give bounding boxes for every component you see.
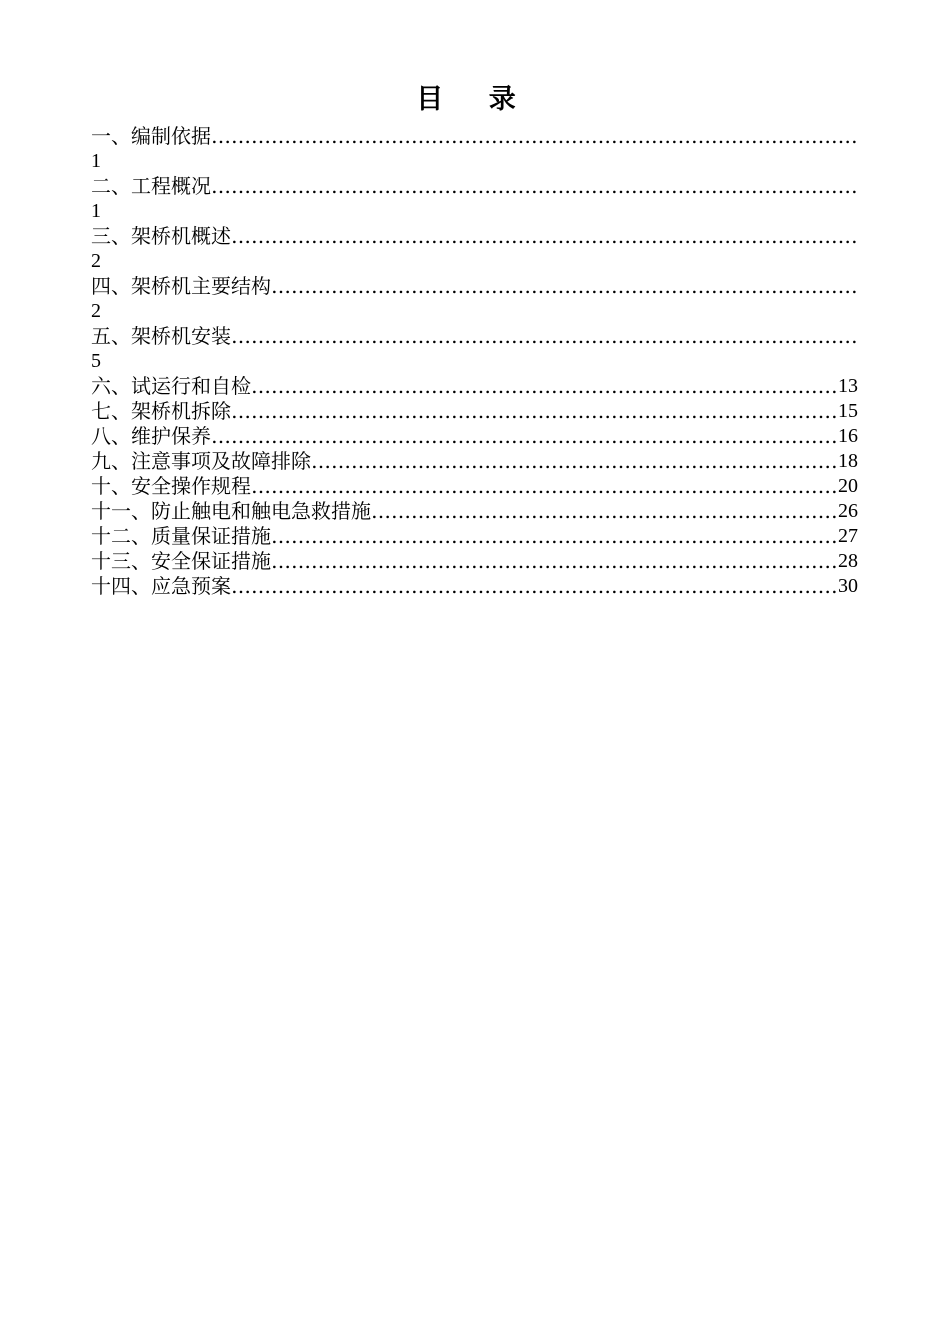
toc-entry-line xyxy=(91,324,858,349)
toc-entry[interactable] xyxy=(91,274,858,324)
toc-entry[interactable] xyxy=(91,474,858,499)
toc-entry-label: 六、试运行和自检 xyxy=(91,374,251,398)
toc-entry-line xyxy=(91,449,858,474)
toc-entry[interactable] xyxy=(91,399,858,424)
toc-entry[interactable] xyxy=(91,549,858,574)
toc-page-number: 20 xyxy=(838,475,858,497)
toc-page-line xyxy=(91,149,858,174)
toc-entry[interactable] xyxy=(91,574,858,599)
toc-entry-label: 十一、防止触电和触电急救措施 xyxy=(91,499,371,523)
toc-entry-line xyxy=(91,224,858,249)
toc-page-number: 13 xyxy=(838,375,858,397)
toc-dot-leader xyxy=(211,174,858,199)
toc-entry-line xyxy=(91,174,858,199)
toc-entry-label: 七、架桥机拆除 xyxy=(91,399,231,423)
toc-page-number: 2 xyxy=(91,300,101,322)
toc-entry[interactable] xyxy=(91,224,858,274)
toc-dot-leader xyxy=(271,549,838,574)
toc-page-line xyxy=(91,299,858,324)
toc-entry[interactable] xyxy=(91,524,858,549)
toc-entry-label: 九、注意事项及故障排除 xyxy=(91,449,311,473)
toc-dot-leader xyxy=(231,399,838,424)
table-of-contents xyxy=(91,124,858,599)
toc-page-number: 30 xyxy=(838,575,858,597)
toc-entry-label: 五、架桥机安装 xyxy=(91,324,231,348)
toc-entry-line xyxy=(91,374,858,399)
toc-dot-leader xyxy=(271,274,858,299)
toc-entry-label: 十三、安全保证措施 xyxy=(91,549,271,573)
toc-entry-line xyxy=(91,424,858,449)
toc-page-number: 16 xyxy=(838,425,858,447)
toc-dot-leader xyxy=(251,474,838,499)
toc-dot-leader xyxy=(211,424,838,449)
toc-entry-label: 八、维护保养 xyxy=(91,424,211,448)
toc-entry-label: 十四、应急预案 xyxy=(91,574,231,598)
toc-page-line xyxy=(91,349,858,374)
toc-entry[interactable] xyxy=(91,374,858,399)
toc-page-line xyxy=(91,249,858,274)
toc-page-number: 2 xyxy=(91,250,101,272)
toc-entry-line xyxy=(91,499,858,524)
toc-entry-line xyxy=(91,399,858,424)
toc-entry-line xyxy=(91,524,858,549)
toc-entry-label: 四、架桥机主要结构 xyxy=(91,274,271,298)
toc-entry-label: 十、安全操作规程 xyxy=(91,474,251,498)
toc-dot-leader xyxy=(231,224,858,249)
toc-page-number: 1 xyxy=(91,200,101,222)
toc-page-number: 15 xyxy=(838,400,858,422)
toc-page-number: 1 xyxy=(91,150,101,172)
toc-entry-label: 三、架桥机概述 xyxy=(91,224,231,248)
toc-page-number: 28 xyxy=(838,550,858,572)
toc-entry-line xyxy=(91,124,858,149)
toc-dot-leader xyxy=(231,574,838,599)
toc-title: 目 录 xyxy=(416,84,534,115)
toc-page-number: 27 xyxy=(838,525,858,547)
toc-page-line xyxy=(91,199,858,224)
toc-entry-label: 二、工程概况 xyxy=(91,174,211,198)
toc-dot-leader xyxy=(231,324,858,349)
toc-entry-label: 一、编制依据 xyxy=(91,124,211,148)
toc-entry[interactable] xyxy=(91,424,858,449)
toc-entry[interactable] xyxy=(91,449,858,474)
toc-entry-line xyxy=(91,574,858,599)
toc-page-number: 18 xyxy=(838,450,858,472)
toc-dot-leader xyxy=(211,124,858,149)
toc-dot-leader xyxy=(251,374,838,399)
toc-entry[interactable] xyxy=(91,499,858,524)
toc-entry-label: 十二、质量保证措施 xyxy=(91,524,271,548)
toc-page-number: 26 xyxy=(838,500,858,522)
toc-entry[interactable] xyxy=(91,324,858,374)
toc-dot-leader xyxy=(271,524,838,549)
toc-entry-line xyxy=(91,549,858,574)
toc-dot-leader xyxy=(371,499,838,524)
toc-dot-leader xyxy=(311,449,838,474)
toc-entry[interactable] xyxy=(91,174,858,224)
toc-entry-line xyxy=(91,474,858,499)
toc-entry[interactable] xyxy=(91,124,858,174)
toc-page-number: 5 xyxy=(91,350,101,372)
toc-entry-line xyxy=(91,274,858,299)
